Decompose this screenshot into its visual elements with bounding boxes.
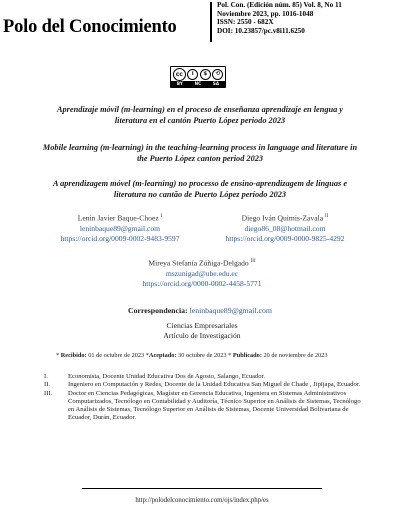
license-label-nc: NC: [194, 81, 202, 86]
header-divider: [210, 2, 212, 42]
published-label: Publicado:: [232, 352, 262, 359]
affiliation-number: I.: [44, 373, 48, 380]
nc-icon: $: [200, 69, 211, 80]
correspondence-label: Correspondencia:: [128, 306, 188, 315]
author-2: [218, 212, 352, 244]
published-date: 20 de noviembre de 2023: [263, 352, 328, 359]
journal-meta: [217, 1, 342, 35]
author-3-orcid-link[interactable]: https://orcid.org/0000-0002-4458-5771: [142, 279, 262, 289]
meta-doi: DOI: 10.23857/pc.v8i11.6250: [217, 26, 305, 35]
affiliation-number: II.: [44, 381, 51, 389]
affiliation-item: [44, 381, 364, 389]
affiliation-text: Doctor en Ciencias Pedagógicas, Magíster en Gerencia Educativa, Ingeniera en Sistemas Administrativos Computarizados, Tecnólogo en Contabilidad y Auditoría, Técnico Superior en Análisis de Sistemas, Tecnólogo en Análisis de Sistemas, Tecnólogo Superior en Análisis de Sistemas, Docente Universidad Bolivariana de Ecuador, Durán, Ecuador.: [68, 389, 361, 422]
correspondence: [128, 306, 272, 315]
license-label-sa: SA: [212, 81, 220, 86]
accepted-label: Aceptado:: [148, 352, 177, 359]
by-icon: i: [187, 69, 198, 80]
author-2-email-link[interactable]: diego86_08@hotmail.com: [244, 223, 326, 233]
journal-header: [0, 0, 404, 50]
title-portuguese: A aprendizagem móvel (m-learning) no processo de ensino-aprendizagem de línguas e literatura no cantão de Puerto López período 2023: [52, 179, 348, 199]
received-label: Recibido:: [60, 352, 87, 359]
affiliation-item: [44, 390, 364, 423]
author-2-name: Diego Iván Quimis-Zavala $^{II}$: [241, 213, 329, 223]
affiliation-text: Economista, Docente Unidad Educativa Dos de Agosto, Salango, Ecuador.: [68, 373, 266, 380]
license-label-by: BY: [176, 81, 183, 86]
correspondence-email-link[interactable]: leninbaque89@gmail.com: [189, 306, 272, 315]
journal-title: Polo del Conocimiento: [3, 17, 177, 37]
author-3-email-link[interactable]: mszunigad@ube.edu.ec: [165, 268, 239, 278]
creative-commons-license-icon[interactable]: [170, 66, 226, 88]
author-2-orcid-link[interactable]: https://orcid.org/0009-0000-9825-4292: [225, 234, 345, 244]
footer-divider: [82, 488, 322, 489]
title-spanish: Aprendizaje móvil (m-learning) en el proceso de enseñanza aprendizaje en lengua y literatura en el cantón Puerto López periodo 2023: [56, 105, 343, 125]
received-date: 01 de octubre de 2023: [88, 352, 145, 359]
affiliations-list: [44, 373, 364, 423]
author-1-name: Lenin Javier Baque-Choez $^I$: [77, 213, 163, 223]
meta-issn: ISSN: 2550 - 682X: [217, 18, 274, 27]
article-type: Artículo de Investigación: [163, 331, 241, 340]
footer-url-link[interactable]: http://polodelconocimiento.com/ojs/index.php/es: [135, 497, 269, 504]
title-english: Mobile learning (m-learning) in the teaching-learning process in language and literature in the Puerto López canton period 2023: [42, 143, 358, 163]
license-labels: [171, 81, 225, 87]
affiliation-number: III.: [44, 389, 53, 397]
author-1-email-link[interactable]: leninbaque89@gmail.com: [79, 223, 161, 233]
author-1-orcid-link[interactable]: https://orcid.org/0009-0002-9483-9597: [60, 234, 180, 244]
cc-icon: cc: [173, 68, 186, 81]
publication-dates: * Recibido: 01 de octubre de 2023 *Aceptado: 30 octubre de 2023 * Publicado: 20 de noviembre de 2023: [56, 352, 328, 359]
accepted-date: 30 octubre de 2023: [178, 352, 227, 359]
author-1: [55, 212, 185, 244]
author-3-name: Mireya Stefanía Zúñiga-Delgado $^{III}$: [148, 258, 256, 268]
sa-icon: ⟲: [212, 69, 223, 80]
affiliation-item: [44, 373, 364, 381]
meta-edition: Pol. Con. (Edición núm. 85) Vol. 8, No 11: [217, 1, 342, 9]
subject-area: Ciencias Empresariales: [166, 321, 238, 330]
author-3: [132, 257, 272, 289]
meta-date-pages: Noviembre 2023, pp. 1016-1048: [217, 9, 314, 18]
affiliation-text: Ingeniero en Computación y Redes, Docente de la Unidad Educativa San Miguel de Chade , Jipijapa, Ecuador.: [68, 381, 361, 389]
